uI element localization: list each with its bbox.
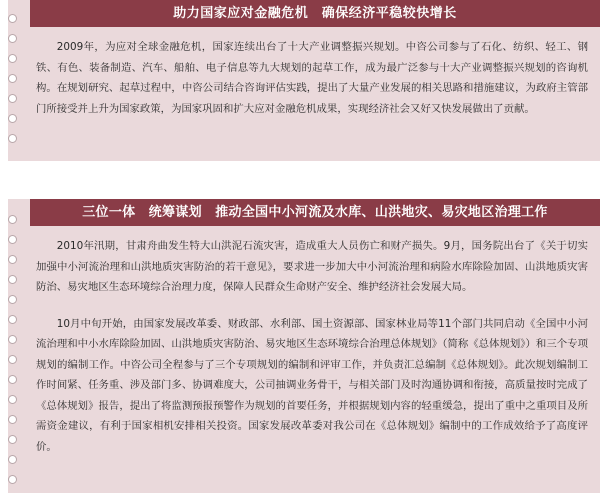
binder-ring-icon [8,215,17,224]
binder-ring-icon [8,415,17,424]
paragraph: 2009年，为应对全球金融危机，国家连续出台了十大产业调整振兴规划。中咨公司参与了石化、纺织、轻工、钢铁、有色、装备制造、汽车、船舶、电子信息等九大规划的起草工作，成为最广泛参与十大产业调整振兴规划的咨询机构。在规划研究、起草过程中，中咨公司结合咨询评估实践，提出了大量产业发展的相关思路和措施建议，为政府主管部门所接受并上升为国家政策，为国家巩固和扩大应对金融危机成果，实现经济社会又好又快发展做出了贡献。 [36,41,588,115]
binder-ring-icon [8,255,17,264]
section-title: 三位一体 统筹谋划 推动全国中小河流及水库、山洪地灾、易灾地区治理工作 [30,199,600,226]
binder-ring-icon [8,14,17,23]
binder-ring-icon [8,475,17,484]
binder-ring-icon [8,94,17,103]
binder-ring-icon [8,295,17,304]
section-body [36,236,588,457]
binder-ring-icon [8,235,17,244]
binder-ring-icon [8,74,17,83]
binder-ring-icon [8,114,17,123]
binder-ring-icon [8,455,17,464]
section-river-disaster [8,199,600,493]
section-body [36,37,588,119]
binder-ring-icon [8,54,17,63]
section-title: 助力国家应对金融危机 确保经济平稳较快增长 [30,0,600,27]
paragraph: 2010年汛期，甘肃舟曲发生特大山洪泥石流灾害，造成重大人员伤亡和财产损失。9月，国务院出台了《关于切实加强中小河流治理和山洪地质灾害防治的若干意见》，要求进一步加大中小河流治理和病险水库除险加固、山洪地质灾害防治、易灾地区生态环境综合治理力度，保障人民群众生命财产安全、维护经济社会发展大局。 [36,240,588,293]
binder-ring-icon [8,355,17,364]
paragraph: 10月中旬开始，由国家发展改革委、财政部、水利部、国土资源部、国家林业局等11个部门共同启动《全国中小河流治理和中小水库除险加固、山洪地质灾害防治、易灾地区生态环境综合治理总体规划》（简称《总体规划》）和三个专项规划的编制工作。中咨公司全程参与了三个专项规划的编制和评审工作，并负责汇总编制《总体规划》。此次规划编制工作时间紧、任务重、涉及部门多、协调难度大，公司抽调业务骨干，与相关部门及时沟通协调和衔接，高质量按时完成了《总体规划》报告，提出了将监测预报预警作为规划的首要任务，并根据规划内容的轻重缓急，提出了重中之重项目及所需资金建议，有利于国家相机安排相关投资。国家发展改革委对我公司在《总体规划》编制中的工作成效给予了高度评价。 [36,317,588,453]
binder-ring-icon [8,275,17,284]
binder-ring-icon [8,395,17,404]
binder-ring-icon [8,134,17,143]
binder-ring-icon [8,315,17,324]
section-financial-crisis [8,0,600,161]
binder-ring-icon [8,375,17,384]
binder-ring-icon [8,335,17,344]
binder-rings [8,199,26,493]
binder-ring-icon [8,435,17,444]
binder-ring-icon [8,34,17,43]
binder-rings [8,0,26,161]
